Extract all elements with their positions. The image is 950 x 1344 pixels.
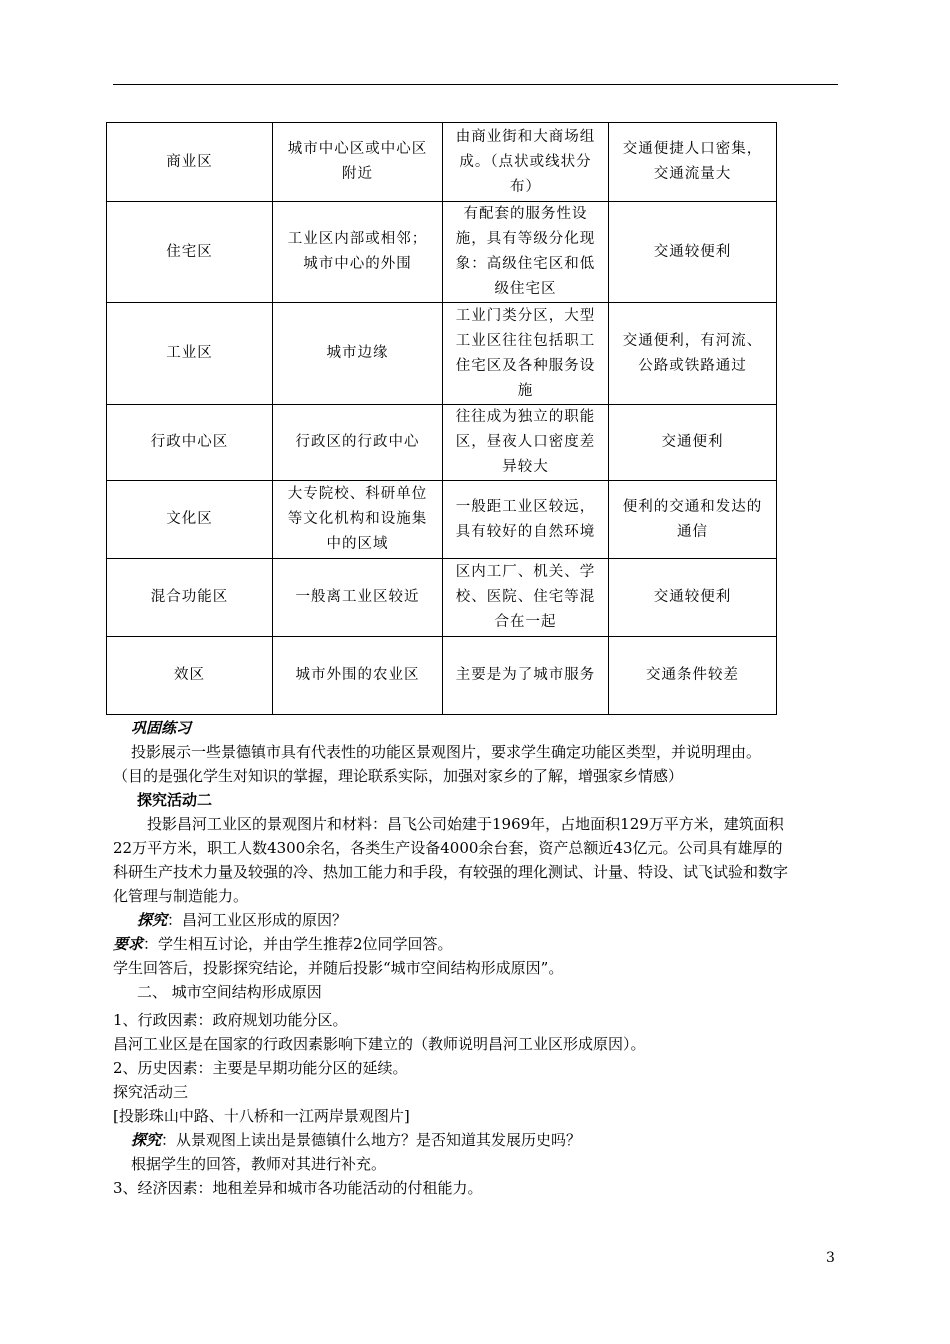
activity2-paragraph-line: 22万平方米，职工人数4300余名，各类生产设备4000余台套，资产总额近43亿元。公司具有雄厚的	[113, 839, 783, 857]
page-number: 3	[826, 1250, 835, 1266]
zone-composition: 往往成为独立的职能区，昼夜人口密度差异较大	[443, 405, 609, 481]
explore-label: 探究	[137, 911, 168, 929]
table-row	[107, 303, 777, 405]
require-text: ：学生相互讨论，并由学生推荐2位同学回答。	[143, 935, 453, 953]
activity3-projection: [投影珠山中路、十八桥和一江两岸景观图片]	[113, 1107, 410, 1125]
zone-name: 商业区	[107, 123, 273, 202]
zone-location: 城市外围的农业区	[273, 637, 443, 715]
table-row	[107, 637, 777, 715]
zone-location: 工业区内部或相邻；城市中心的外围	[273, 202, 443, 303]
zone-location: 大专院校、科研单位等文化机构和设施集中的区域	[273, 481, 443, 559]
factor-administrative: 1、行政因素：政府规划功能分区。	[113, 1011, 348, 1029]
activity3-heading: 探究活动三	[113, 1083, 189, 1101]
table-row	[107, 123, 777, 202]
require-label: 要求	[113, 935, 144, 953]
zone-traffic: 便利的交通和发达的通信	[609, 481, 777, 559]
explore2-label: 探究	[131, 1131, 162, 1149]
table-row	[107, 559, 777, 637]
zone-traffic: 交通便捷人口密集，交通流量大	[609, 123, 777, 202]
zone-location: 一般离工业区较近	[273, 559, 443, 637]
zone-location: 城市中心区或中心区附近	[273, 123, 443, 202]
consolidation-heading: 巩固练习	[131, 719, 192, 737]
zone-composition: 主要是为了城市服务	[443, 637, 609, 715]
activity2-paragraph-line: 科研生产技术力量及较强的冷、热加工能力和手段，有较强的理化测试、计量、特设、试飞试验和数字	[113, 863, 789, 881]
zone-name: 混合功能区	[107, 559, 273, 637]
zone-composition: 工业门类分区，大型工业区往往包括职工住宅区及各种服务设施	[443, 303, 609, 405]
explore-line	[113, 908, 843, 932]
zone-name: 效区	[107, 637, 273, 715]
body-text	[113, 716, 843, 1200]
explore2-text: ：从景观图上读出是景德镇什么地方？是否知道其发展历史吗？	[161, 1131, 582, 1149]
zone-traffic: 交通条件较差	[609, 637, 777, 715]
explore-text: ：昌河工业区形成的原因？	[167, 911, 348, 929]
activity2-heading: 探究活动二	[137, 791, 213, 809]
table-row	[107, 202, 777, 303]
zone-name: 工业区	[107, 303, 273, 405]
zone-traffic: 交通较便利	[609, 559, 777, 637]
after-answer-text: 学生回答后，投影探究结论，并随后投影“城市空间结构形成原因”。	[113, 959, 564, 977]
activity2-paragraph: 投影昌河工业区的景观图片和材料：昌飞公司始建于1969年，占地面积129万平方米，建筑面积	[147, 815, 784, 833]
factor-economic: 3、经济因素：地租差异和城市各功能活动的付租能力。	[113, 1179, 483, 1197]
activity2-paragraph-line: 化管理与制造能力。	[113, 887, 249, 905]
explore2-line	[113, 1128, 843, 1152]
zone-traffic: 交通较便利	[609, 202, 777, 303]
zone-name: 行政中心区	[107, 405, 273, 481]
zone-name: 文化区	[107, 481, 273, 559]
zone-composition: 有配套的服务性设施，具有等级分化现象：高级住宅区和低级住宅区	[443, 202, 609, 303]
zone-composition: 区内工厂、机关、学校、医院、住宅等混合在一起	[443, 559, 609, 637]
zone-location: 城市边缘	[273, 303, 443, 405]
factor-administrative-note: 昌河工业区是在国家的行政因素影响下建立的（教师说明昌河工业区形成原因）。	[113, 1035, 646, 1053]
zone-composition: 一般距工业区较远，具有较好的自然环境	[443, 481, 609, 559]
zone-name: 住宅区	[107, 202, 273, 303]
consolidation-note: （目的是强化学生对知识的掌握，理论联系实际，加强对家乡的了解，增强家乡情感）	[113, 767, 684, 785]
teacher-supplement: 根据学生的回答，教师对其进行补充。	[131, 1155, 387, 1173]
zone-composition: 由商业街和大商场组成。（点状或线状分布）	[443, 123, 609, 202]
header-rule	[113, 84, 838, 85]
zone-traffic: 交通便利，有河流、公路或铁路通过	[609, 303, 777, 405]
factor-historical: 2、历史因素：主要是早期功能分区的延续。	[113, 1059, 408, 1077]
zone-location: 行政区的行政中心	[273, 405, 443, 481]
table-row	[107, 405, 777, 481]
functional-zone-table	[106, 122, 777, 715]
require-line	[113, 932, 843, 956]
zone-traffic: 交通便利	[609, 405, 777, 481]
table-row	[107, 481, 777, 559]
section-heading: 二、 城市空间结构形成原因	[137, 983, 322, 1001]
consolidation-text: 投影展示一些景德镇市具有代表性的功能区景观图片，要求学生确定功能区类型，并说明理由。	[131, 743, 762, 761]
